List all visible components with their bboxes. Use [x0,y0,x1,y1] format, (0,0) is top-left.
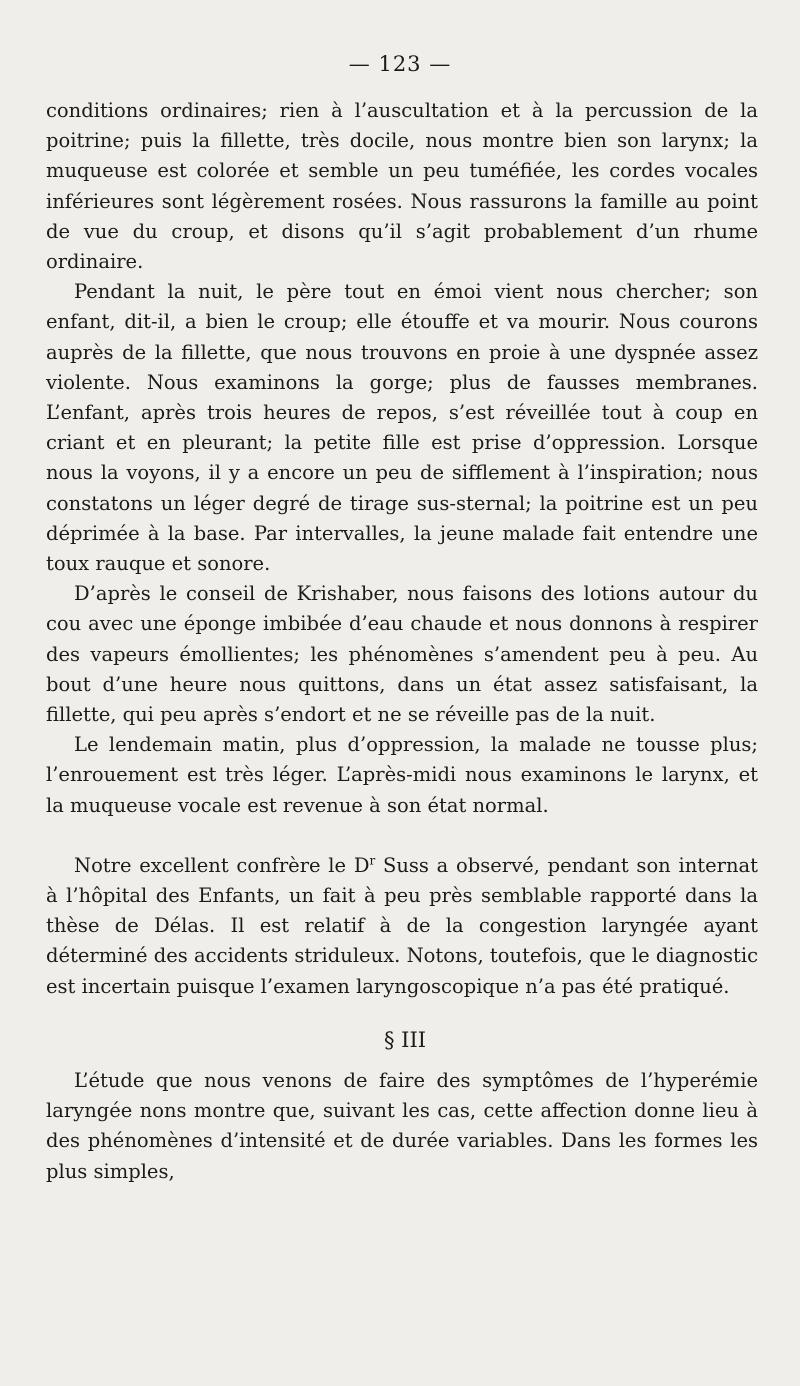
paragraph-continuation: conditions ordinaires; rien à l’auscultation et à la percussion de la poitrine; puis la fillette, très docile, nous montre bien son larynx; la muqueuse est colorée et semble un peu tuméfiée, les cordes vocales inférieures sont légèrement rosées. Nous rassurons la famille au point de vue du croup, et disons qu’il s’agit probablement d’un rhume ordinaire. [46,99,758,274]
paragraph-suss-text-start: Notre excellent confrère le D [74,853,370,877]
section-heading: § III [383,1027,427,1052]
paragraph-suss-observation [46,851,758,1002]
paragraph-night-visit: Pendant la nuit, le père tout en émoi vient nous chercher; son enfant, dit-il, a bien le croup; elle étouffe et va mourir. Nous courons auprès de la fillette, que nous trouvons en proie à une dyspnée assez violente. Nous examinons la gorge; plus de fausses membranes. L’enfant, après trois heures de repos, s’est réveillée tout à coup en criant et en pleurant; la petite fille est prise d’oppression. Lorsque nous la voyons, il y a encore un peu de sifflement à l’inspiration; nous constatons un léger degré de tirage sus-sternal; la poitrine est un peu déprimée à la base. Par intervalles, la jeune malade fait entendre une toux rauque et sonore. [46,280,758,576]
paragraph-treatment: D’après le conseil de Krishaber, nous faisons des lotions autour du cou avec une éponge imbibée d’eau chaude et nous donnons à respirer des vapeurs émollientes; les phénomènes s’amendent peu à peu. Au bout d’une heure nous quittons, dans un état assez satisfaisant, la fillette, qui peu après s’endort et ne se réveille pas de la nuit. [46,582,758,727]
page-number: — 123 — [348,52,452,76]
paragraph-section-intro: L’étude que nous venons de faire des symptômes de l’hyperémie laryngée nons montre que, suivant les cas, cette affection donne lieu à des phénomènes d’intensité et de durée variables. Dans les formes les plus simples, [46,1068,758,1183]
body-text [46,96,758,1187]
paragraph-suss-text-end: Suss a observé, pendant son internat à l’hôpital des Enfants, un fait à peu près semblable rapporté dans la thèse de Délas. Il est relatif à de la congestion laryngée ayant déterminé des accidents striduleux. Notons, toutefois, que le diagnostic est incertain puisque l’examen laryngoscopique n’a pas été pratiqué. [46,853,758,998]
paragraph-next-morning: Le lendemain matin, plus d’oppression, la malade ne tousse plus; l’enrouement est très léger. L’après-midi nous examinons le larynx, et la muqueuse vocale est revenue à son état normal. [46,733,758,817]
doctor-abbrev-superscript: r [369,853,376,868]
